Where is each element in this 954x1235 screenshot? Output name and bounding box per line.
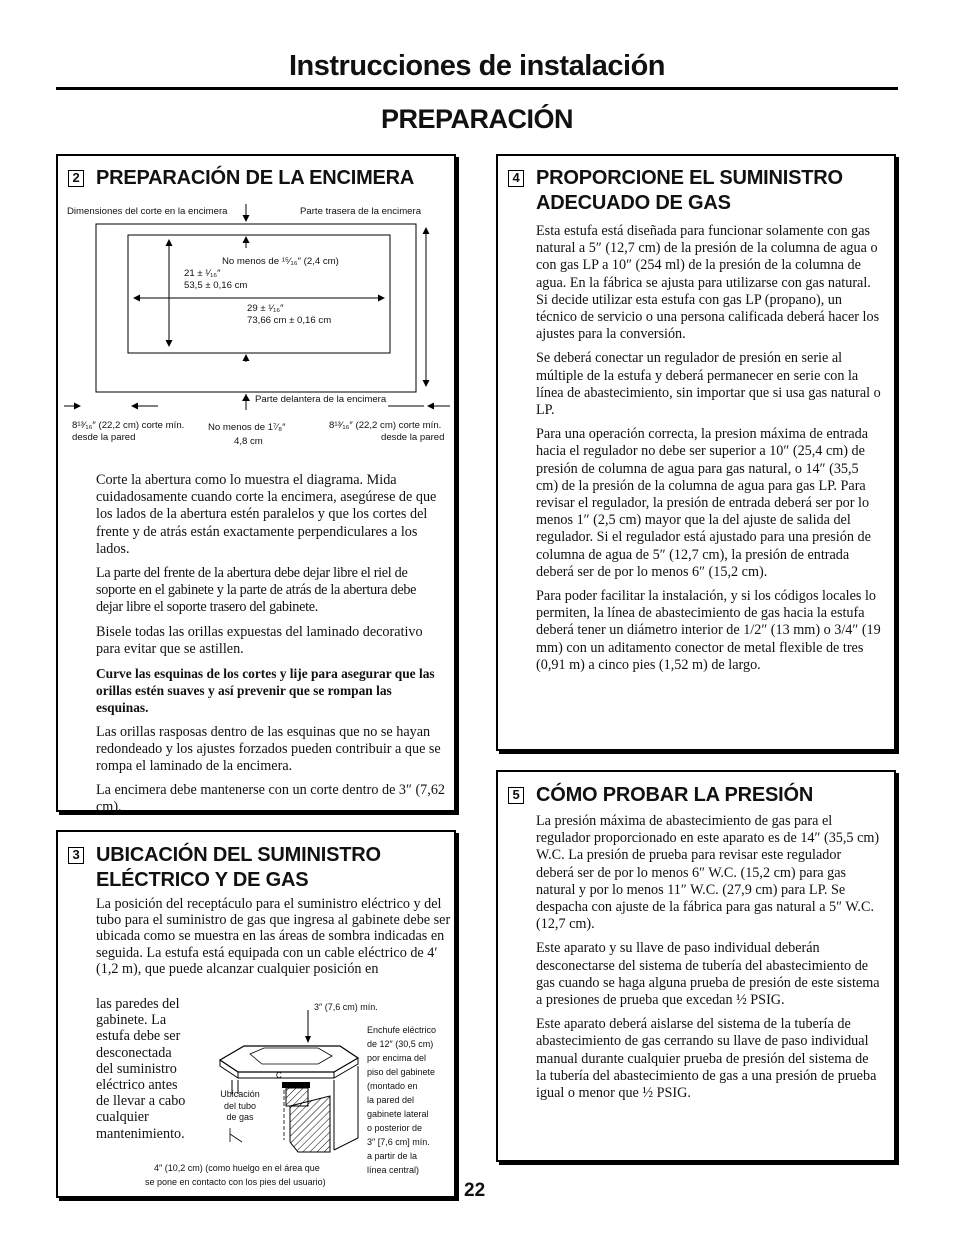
label-depth-in: 21 ± ¹⁄₁₆″ bbox=[184, 268, 221, 279]
paragraph: Corte la abertura como lo muestra el diagrama. Mida cuidadosamente cuando corte la encimera, asegúrese de que los lados de la abertura estén paralelos y que los cortes del frente y de atrás están exactamente perpendiculares a los lados. bbox=[96, 472, 437, 557]
paragraph: Esta estufa está diseñada para funcionar solamente con gas natural a 5″ (12,7 cm) de la presión de la columna de agua o con gas LP a 10″ (254 ml) de la presión de la columna de agua. En la fábrica se ajusta para utilizarse con gas natural. Si decide utilizar esta estufa con gas LP (propano), un técnico de servicio o una persona calificada deberá hacer los ajustes para la conversión. bbox=[536, 223, 880, 343]
section-5-body bbox=[536, 813, 882, 1109]
section-4-heading bbox=[508, 166, 843, 216]
section-number: 2 bbox=[68, 170, 84, 187]
section-title: CÓMO PROBAR LA PRESIÓN bbox=[536, 784, 814, 806]
section-5-heading bbox=[508, 783, 813, 808]
section-title-line-2: ADECUADO DE GAS bbox=[536, 192, 731, 214]
page-number: 22 bbox=[464, 1180, 486, 1201]
label-countertop-front: Parte delantera de la encimera bbox=[255, 394, 387, 405]
section-3-heading bbox=[68, 843, 381, 893]
paragraph: Para poder facilitar la instalación, y si los códigos locales lo permiten, la línea de abastecimiento de gas hacia la estufa deberá tener un diámetro interior de 1/2″ (13 mm) o 3/4″ (19 mm) con un aditamento conector de metal flexible de tres (0,91 m) a cinco pies (1,52 m) de largo. bbox=[536, 588, 881, 673]
page-title: Instrucciones de instalación bbox=[289, 50, 665, 82]
title-rule bbox=[56, 87, 898, 90]
section-number: 3 bbox=[68, 847, 84, 864]
paragraph: Las orillas rasposas dentro de las esquinas que no se hayan redondeado y los ajustes forzados pueden contribuir a que se rompa el laminado de la encimera. bbox=[96, 723, 441, 775]
section-4-body bbox=[536, 223, 882, 681]
label-front-clearance-2: 4,8 cm bbox=[234, 436, 263, 447]
section-title: PREPARACIÓN DE LA ENCIMERA bbox=[96, 167, 415, 189]
cutout-outline bbox=[128, 235, 390, 353]
svg-text:C: C bbox=[276, 1071, 282, 1080]
section-number: 5 bbox=[508, 787, 524, 804]
label-left-wall-1: 8¹³⁄₁₆″ (22,2 cm) corte mín. bbox=[72, 420, 185, 431]
paragraph: La presión máxima de abastecimiento de gas para el regulador proporcionado en este aparato es de 14″ (35,5 cm) W.C. La presión de prueba para revisar este regulador deberá ser de por lo menos 6″ W.C. (15,2 cm) para gas natural y por lo menos 11″ W.C. (27,9 cm) para LP. Se despacha con ajuste de la fábrica para gas natural a 5″ W.C. (12,7 cm). bbox=[536, 813, 880, 933]
label-depth-cm: 53,5 ± 0,16 cm bbox=[184, 280, 248, 291]
label-bottom-clearance-1: 4″ (10,2 cm) (como huelgo en el área que bbox=[154, 1163, 320, 1173]
paragraph: Se deberá conectar un regulador de presión en serie al múltiple de la estufa y deberá permanecer en serie con la línea de abastecimiento, sin importar que si usa gas natural o LP. bbox=[536, 350, 881, 419]
section-3-narrow-text: las paredes del gabinete. La estufa debe ser desconectada del suministro eléctrico antes de llevar a cabo cualquier mantenimiento. bbox=[96, 996, 186, 1142]
paragraph: La encimera debe mantenerse con un corte dentro de 3″ (7,62 cm). bbox=[96, 782, 446, 816]
paragraph: Este aparato deberá aislarse del sistema de la tubería de abastecimiento de gas cerrando su llave de paso individual manual durante cualquier prueba de presión del sistema de la tubería del abastecimiento de gas a una presión de prueba igual o menor que ½ PSIG. bbox=[536, 1016, 877, 1102]
label-width-in: 29 ± ¹⁄₁₆″ bbox=[247, 303, 284, 314]
paragraph: La parte del frente de la abertura debe dejar libre el riel de soporte en el gabinete y la parte de atrás de la abertura debe dejar libre el soporte trasero del gabinete. bbox=[96, 565, 417, 616]
section-2-body bbox=[96, 472, 446, 824]
label-top-clearance: 3″ (7,6 cm) mín. bbox=[314, 1002, 378, 1012]
page-subtitle: PREPARACIÓN bbox=[380, 104, 574, 134]
paragraph: Este aparato y su llave de paso individual deberán desconectarse del sistema de tubería del abastecimiento de gas cuando se haga alguna prueba de presión de este sistema a presiones de prueba que excedan ½ PSIG. bbox=[536, 940, 880, 1009]
cabinet-supply-diagram bbox=[212, 1002, 372, 1162]
label-electric-outlet: Enchufe eléctrico de 12″ (30,5 cm) por encima del piso del gabinete (montado en la pared del gabinete lateral o posterior de 3″ [7,6 cm] mín. a partir de la línea central) bbox=[367, 1025, 437, 1175]
section-title-line-2: ELÉCTRICO Y DE GAS bbox=[96, 869, 309, 891]
label-left-wall-2: desde la pared bbox=[72, 432, 136, 443]
label-width-cm: 73,66 cm ± 0,16 cm bbox=[247, 315, 332, 326]
paragraph: Bisele todas las orillas expuestas del laminado decorativo para evitar que se astillen. bbox=[96, 623, 423, 657]
label-bottom-clearance-2: se pone en contacto con los pies del usuario) bbox=[145, 1177, 326, 1187]
label-countertop-rear: Parte trasera de la encimera bbox=[300, 206, 422, 217]
label-cutout-dimensions: Dimensiones del corte en la encimera bbox=[67, 206, 228, 217]
label-front-clearance-1: No menos de 1⁷⁄₈″ bbox=[208, 422, 286, 433]
paragraph: Para una operación correcta, la presion máxima de entrada hacia el regulador no debe ser superior a 10″ (25,4 cm) de presión de columna de agua para gas natural, o 14″ (35,5 cm) de la presión de la columna de agua para gas LP. Para revisar el regulador, la presión de entrada deberá ser por lo menos 1″ (2,5 cm) mayor que la del ajuste de salida del regulador. Si el regulador está ajustado para una presión de columna de agua de 5″ (12,7 cm), la presión de entrada deberá ser de por lo menos 6″ (15,2 cm). bbox=[536, 426, 871, 580]
bold-paragraph: Curve las esquinas de los cortes y lije para asegurar que las orillas estén suaves y así prevenir que se rompan las esquinas. bbox=[96, 666, 435, 716]
label-rear-clearance: No menos de ¹⁵⁄₁₆″ (2,4 cm) bbox=[222, 256, 339, 267]
label-gas-location: Ubicación del tubo de gas bbox=[220, 1089, 260, 1122]
section-title-line-1: PROPORCIONE EL SUMINISTRO bbox=[536, 167, 843, 189]
section-title-line-1: UBICACIÓN DEL SUMINISTRO bbox=[96, 844, 381, 866]
label-right-wall-2: desde la pared bbox=[381, 432, 445, 443]
section-2-heading bbox=[68, 166, 414, 191]
label-right-wall-1: 8¹³⁄₁₆″ (22,2 cm) corte mín. bbox=[329, 420, 442, 431]
section-3-intro: La posición del receptáculo para el suministro eléctrico y del tubo para el suministro de gas que ingresa al gabinete debe ser ubicada como se muestra en las áreas de sombra indicadas en seguida. La estufa está equipada con un cable eléctrico de 4′ (1,2 m), que puede alcanzar cualquier posición en bbox=[96, 896, 451, 977]
section-number: 4 bbox=[508, 170, 524, 187]
